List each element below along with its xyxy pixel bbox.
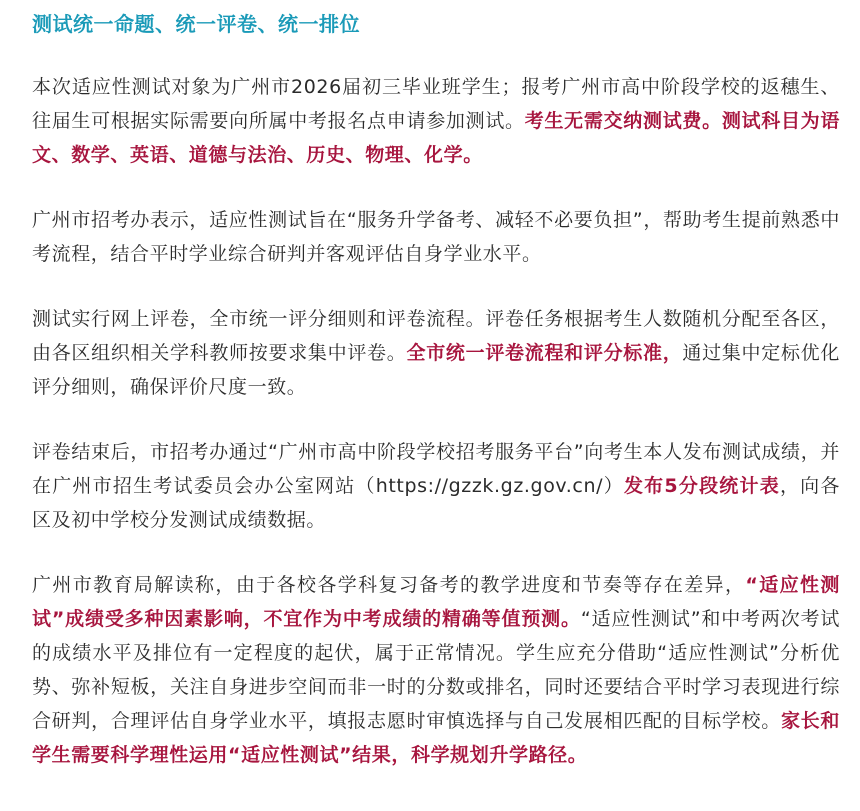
highlighted-text: 发布5分段统计表 [623, 475, 780, 497]
body-text: 本次适应性测试对象为广州市2026届初三毕业班学生；报考广州市高中阶段学校的返穗生、往届生可根据实际需要向所属中考报名点申请参加测试。 [32, 76, 840, 132]
body-text: 广州市教育局解读称，由于各校各学科复习备考的教学进度和节奏等存在差异， [32, 574, 746, 596]
paragraph [32, 568, 840, 772]
paragraph [32, 203, 840, 271]
paragraph [32, 302, 840, 404]
body-text: “适应性测试”和中考两次考试的成绩水平及排位有一定程度的起伏，属于正常情况。学生应充分借助“适应性测试”分析优势、弥补短板，关注自身进步空间而非一时的分数或排名，同时还要结合平时学习表现进行综合研判，合理评估自身学业水平，填报志愿时审慎选择与自己发展相匹配的目标学校。 [32, 608, 840, 732]
paragraph [32, 435, 840, 537]
highlighted-text: 全市统一评卷流程和评分标准， [406, 342, 683, 364]
highlighted-text: “适应性测试”成绩受多种因素影响，不宜作为中考成绩的精确等值预测。 [32, 574, 840, 630]
body-text: 测试实行网上评卷，全市统一评分细则和评卷流程。评卷任务根据考生人数随机分配至各区，由各区组织相关学科教师按要求集中评卷。 [32, 308, 840, 364]
highlighted-text: 家长和学生需要科学理性运用“适应性测试”结果，科学规划升学路径。 [32, 710, 840, 766]
body-text: 评卷结束后，市招考办通过“广州市高中阶段学校招考服务平台”向考生本人发布测试成绩，并在广州市招生考试委员会办公室网站（https://gzzk.gz.gov.cn/） [32, 441, 840, 497]
section-heading: 测试统一命题、统一评卷、统一排位 [32, 12, 360, 36]
paragraph [32, 70, 840, 172]
article [32, 8, 840, 772]
article-body [32, 70, 840, 772]
highlighted-text: 考生无需交纳测试费。测试科目为语文、数学、英语、道德与法治、历史、物理、化学。 [32, 110, 840, 166]
body-text: 通过集中定标优化评分细则，确保评价尺度一致。 [32, 342, 840, 398]
body-text: ，向各区及初中学校分发测试成绩数据。 [32, 475, 840, 531]
body-text: 广州市招考办表示，适应性测试旨在“服务升学备考、减轻不必要负担”，帮助考生提前熟悉中考流程，结合平时学业综合研判并客观评估自身学业水平。 [32, 209, 840, 265]
